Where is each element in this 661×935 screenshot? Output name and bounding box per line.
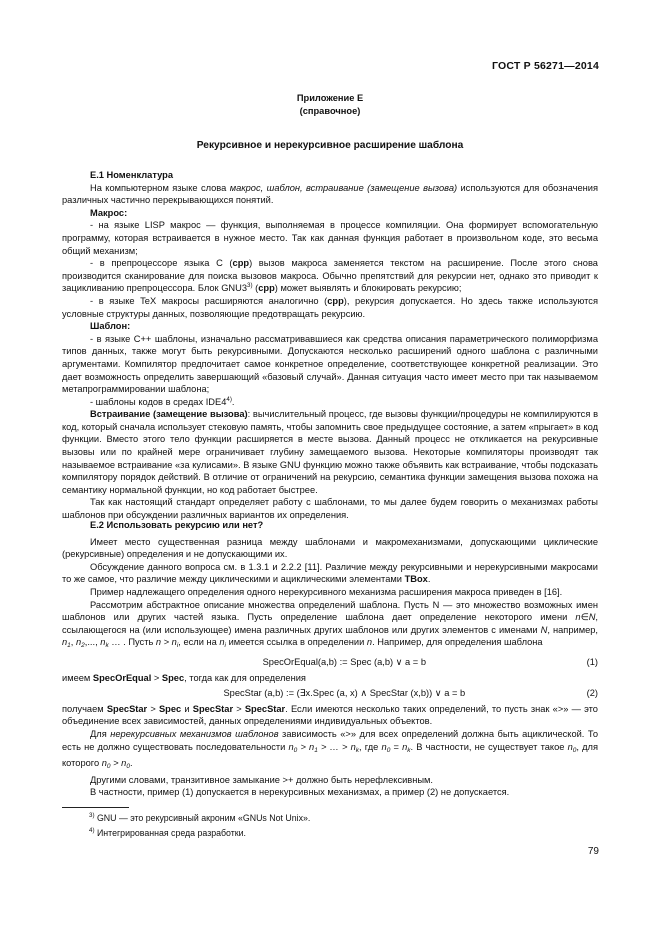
list-item: - на языке LISP макрос — функция, выполняемая в процессе компиляции. Она формирует вспомогательную программу, которая встраивается в нужное место. Так как данная функция работает в произвольном коде, это весьма общий механизм; bbox=[62, 220, 598, 256]
paragraph: Встраивание (замещение вызова): вычислительный процесс, где вызовы функции/процедуры не компилируются в код, который сначала использует стековую память, чтобы запомнить свое предыдущее состояние, а затем «прыгает» в код функции. Вместо этого тело функции расширяется в месте вызова. Данный процесс не откликается на рекурсивные вызовы или по крайней мере ограничивает глубину замещаемого вызова. Некоторые компиляторы производят так называемое встраивание «за кулисами». В языке GNU функцию можно также объявить как встраивание, чтобы подсказать компилятору порядок действий. В отличие от ограничений на рекурсию, семантика функции замещения вызова похожа на семантику нормальной функции, но код работает быстрее. bbox=[62, 409, 599, 495]
paragraph: Рассмотрим абстрактное описание множества определений шаблона. Пусть N — это множество возможных имен шаблонов или других частей языка. Пусть определение шаблона дает определение некоторого имени n∈N, ссылающегося на (или использующее) имена различных других шаблонов или других элементов с именами N, например, $n_1$, $n_2$,..., $n_k$ … . Пусть $n > n_i$, если на $n_i$ имеется ссылка в определении n. Например, для определения шаблона bbox=[62, 599, 599, 650]
appendix-header bbox=[62, 92, 598, 117]
appendix-title: Приложение Е bbox=[296, 93, 364, 103]
section-e1-heading: Е.1 Номенклатура bbox=[90, 170, 173, 180]
paragraph: Так как настоящий стандарт определяет работу с шаблонами, то мы далее будем говорить о механизмах работы шаблонов при обсуждении различных вариантов их определения. bbox=[62, 497, 598, 521]
section-e1 bbox=[62, 169, 598, 522]
paragraph: В частности, пример (1) допускается в нерекурсивных механизмах, а пример (2) не допускается. bbox=[90, 787, 510, 798]
list-item: - в языке С++ шаблоны, изначально рассматривавшиеся как средства описания параметрического полиморфизма типов данных, также могут быть рекурсивными. Допускаются несколько расширений одного шаблона с различными аргументами. Компилятор предпочитает самое конкретное определение, соответствующее конкретной реализации. Это дает возможность определить завершающий «базовый случай». Данная ситуация часто имеет место при так называемом метапрограммировании шаблона; bbox=[62, 333, 598, 395]
paragraph: получаем SpecStar > Spec и SpecStar > SpecStar. Если имеются несколько таких определений, то пусть знак «>» — это объединение всех зависимостей, данных определениями индивидуальных объектов. bbox=[62, 703, 598, 727]
paragraph: Пример надлежащего определения одного нерекурсивного механизма расширения макроса приведен в [16]. bbox=[90, 586, 563, 597]
footnote-3: $^{3)}$ GNU — это рекурсивный акроним «GNUs Not Unix». bbox=[89, 812, 311, 823]
paragraph: Другими словами, транзитивное замыкание >+ должно быть нерефлексивным. bbox=[90, 774, 434, 785]
paragraph: Для нерекурсивных механизмов шаблонов зависимость «>» для всех определений должна быть ациклической. То есть не должно существовать последовательности $n_0 > n_1$ > … > $n_k$, где $n_0 = n_k$. В частности, не существует такое $n_0$, для которого $n_0 > n_0$. bbox=[62, 728, 598, 771]
formula-expression: SpecStar (a,b) := (∃x.Spec (a, x) ∧ SpecStar (x,b)) ∨ a = b bbox=[223, 688, 466, 699]
footnote-4: $^{4)}$ Интегрированная среда разработки. bbox=[89, 827, 246, 838]
section-e2 bbox=[62, 519, 598, 799]
list-item: - в препроцессоре языка С (срр) вызов макроса заменяется текстом на расширение. После этого снова производится сканирование для поиска вызовов макроса. Обычно препятствий для рекурсии нет, однако это приводит к зацикливанию препроцессора. Блок GNU3$^{3)}$ (срр) может выявлять и блокировать рекурсию; bbox=[62, 258, 598, 294]
list-item: - шаблоны кодов в средах IDE4$^{4)}$. bbox=[90, 395, 235, 407]
document-code: ГОСТ Р 56271—2014 bbox=[491, 60, 599, 72]
macros-label: Макрос: bbox=[90, 207, 128, 218]
templates-label: Шаблон: bbox=[90, 321, 131, 332]
paragraph: Имеет место существенная разница между шаблонами и макромеханизмами, допускающими циклические (рекурсивные) определения и не допускающими их. bbox=[62, 536, 598, 560]
paragraph: На компьютерном языке слова макрос, шаблон, встраивание (замещение вызова) используются для обозначения различных частично перекрывающихся понятий. bbox=[62, 182, 598, 206]
formula-number: (2) bbox=[586, 688, 598, 699]
footnote-divider bbox=[62, 807, 129, 808]
page-number: 79 bbox=[587, 846, 599, 857]
paragraph: Обсуждение данного вопроса см. в 1.3.1 и 2.2.2 [11]. Различие между рекурсивными и нерекурсивными макросами то же самое, что различие между циклическими и ациклическими элементами TBox. bbox=[62, 561, 598, 585]
paragraph: имеем SpecOrEqual > Spec, тогда как для определения bbox=[62, 672, 306, 683]
section-e2-heading: Е.2 Использовать рекурсию или нет? bbox=[90, 520, 264, 530]
formula-number: (1) bbox=[586, 656, 598, 667]
formula-expression: SpecOrEqual(a,b) := Spec (a,b) ∨ a = b bbox=[262, 656, 426, 667]
formula-2 bbox=[62, 687, 598, 700]
formula-1 bbox=[62, 656, 598, 669]
main-section-title: Рекурсивное и нерекурсивное расширение шаблона bbox=[196, 140, 464, 151]
appendix-subtitle: (справочное) bbox=[299, 105, 361, 116]
list-item: - в языке TeX макросы расширяются аналогично (срр), рекурсия допускается. Но здесь также используются условные структуры данных, позволяющие предотвращать рекурсию. bbox=[62, 295, 598, 319]
